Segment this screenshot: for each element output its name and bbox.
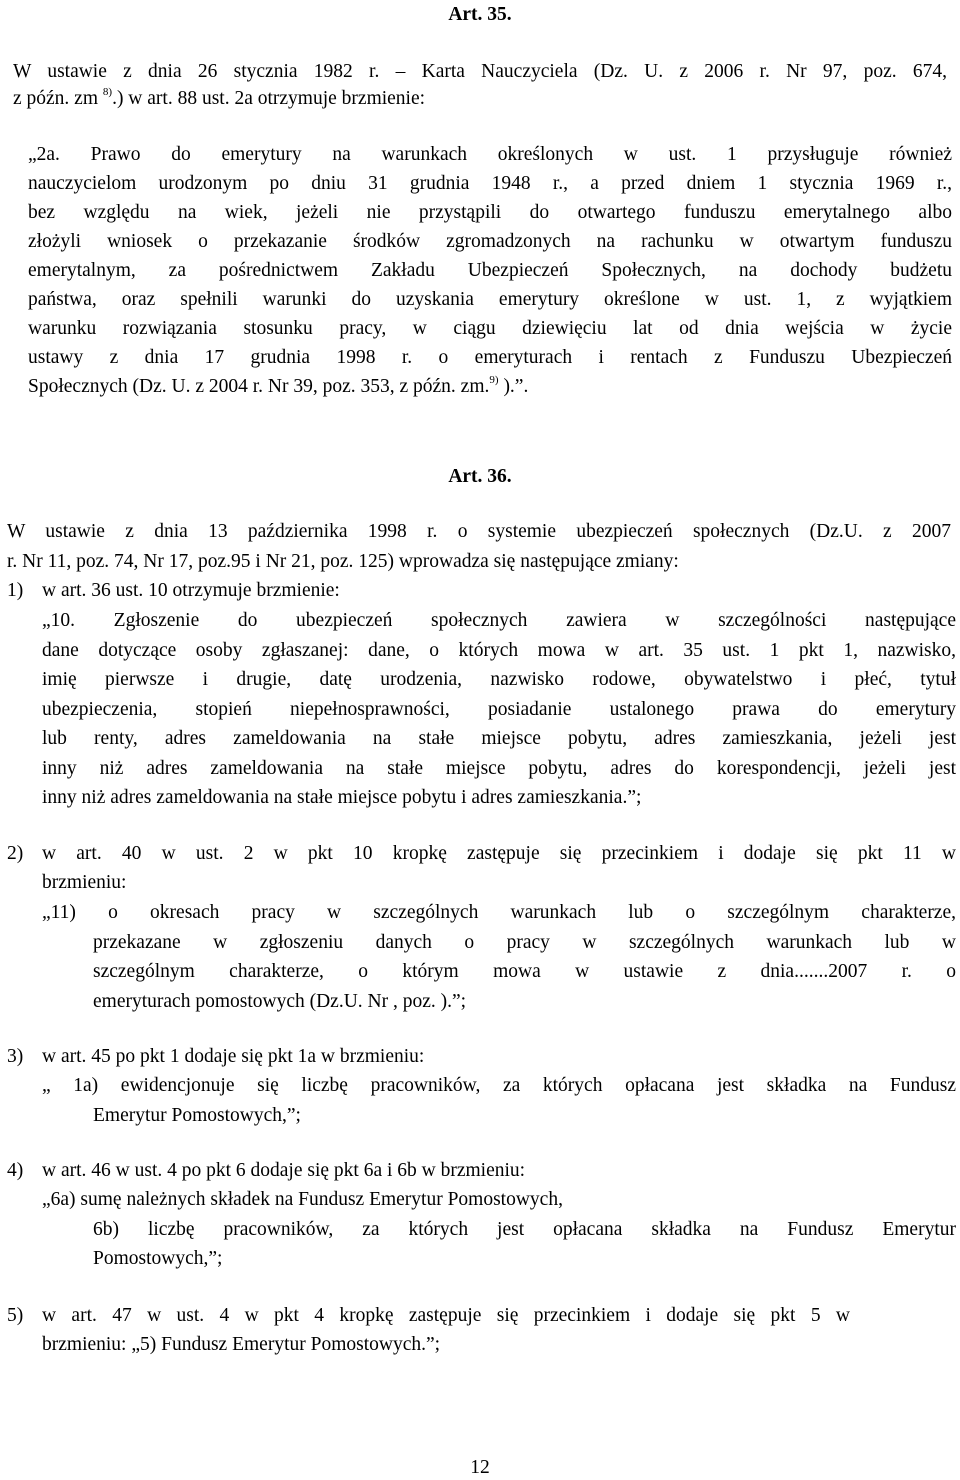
art35-intro-line-1: W ustawie z dnia 26 stycznia 1982 r. – Karta Nauczyciela (Dz. U. z 2006 r. Nr 97, poz. 674, (13, 61, 947, 82)
footnote-ref: 8) (102, 85, 113, 98)
art35-heading: Art. 35. (448, 4, 512, 25)
item-number: 4) (7, 1160, 24, 1181)
page-number: 12 (470, 1457, 490, 1478)
item-text: w art. 45 po pkt 1 dodaje się pkt 1a w brzmieniu: (42, 1046, 425, 1067)
item-text: w art. 40 w ust. 2 w pkt 10 kropkę zastępuje się przecinkiem i dodaje się pkt 11 w (42, 843, 956, 864)
art36-heading: Art. 36. (448, 466, 512, 487)
art35-paragraph: „2a. Prawo do emerytury na warunkach określonych w ust. 1 przysługuje również nauczycielom urodzonym po dniu 31 grudnia 1948 r., a przed dniem 1 stycznia 1969 r., bez względu na wiek, jeżeli nie przystąpili do otwartego funduszu emerytalnego albo złożyli wniosek o przekazanie środków zgromadzonych na rachunku w otwartym funduszu emerytalnym, za pośrednictwem Zakładu Ubezpieczeń Społecznych, na dochody budżetu państwa, oraz spełnili warunki do uzyskania emerytury określone w ust. 1, z wyjątkiem warunku rozwiązania stosunku pracy, w ciągu dziewięciu lat od dnia wejścia w życie ustawy z dnia 17 grudnia 1998 r. o emeryturach i rentach z Funduszu Ubezpieczeń Społecznych (Dz. U. z 2004 r. Nr 39, poz. 353, z późn. zm.$^{9)}$ ).”. (28, 144, 952, 397)
item-text: w art. 47 w ust. 4 w pkt 4 kropkę zastępuje się przecinkiem i dodaje się pkt 5 w (42, 1305, 850, 1326)
item-text: brzmieniu: „5) Fundusz Emerytur Pomostowych.”; (42, 1334, 441, 1355)
item-number: 5) (7, 1305, 24, 1326)
art36-intro-line-1: W ustawie z dnia 13 października 1998 r. o systemie ubezpieczeń społecznych (Dz.U. z 2007 (7, 521, 951, 542)
art35-intro-line-2: z późn. zm $^{8)}$.) w art. 88 ust. 2a otrzymuje brzmienie: (13, 85, 426, 109)
item-2-quote: „11) o okresach pracy w szczególnych warunkach lub o szczególnym charakterze, przekazane w zgłoszeniu danych o pracy w szczególnych warunkach lub w szczególnym charakterze, o którym mowa w ustawie z dnia.......2007 r. o emeryturach pomostowych (Dz.U. Nr , poz. ).”; (42, 902, 956, 1012)
item-text: w art. 46 w ust. 4 po pkt 6 dodaje się pkt 6a i 6b w brzmieniu: (42, 1160, 526, 1181)
item-text: brzmieniu: (42, 872, 127, 893)
item-1-quote: „10. Zgłoszenie do ubezpieczeń społecznych zawiera w szczególności następujące dane dotyczące osoby zgłaszanej: dane, o których mowa w art. 35 ust. 1 pkt 1, nazwisko, imię pierwsze i drugie, datę urodzenia, nazwisko rodowe, obywatelstwo i płeć, tytuł ubezpieczenia, stopień niepełnosprawności, posiadanie ustalonego prawa do emerytury lub renty, adres zameldowania na stałe miejsce pobytu, adres zamieszkania, jeżeli jest inny niż adres zameldowania na stałe miejsce pobytu, adres do korespondencji, jeżeli jest inny niż adres zameldowania na stałe miejsce pobytu i adres zamieszkania.”; (42, 610, 956, 808)
item-4-quote: „6a) sumę należnych składek na Fundusz Emerytur Pomostowych, 6b) liczbę pracowników, za których jest opłacana składka na Fundusz Emerytur Pomostowych,”; (42, 1189, 956, 1269)
item-number: 1) (7, 580, 24, 601)
item-3-quote: „ 1a) ewidencjonuje się liczbę pracowników, za których opłacana jest składka na Fundusz Emerytur Pomostowych,”; (42, 1075, 956, 1126)
footnote-ref: 9) (489, 373, 499, 386)
item-number: 2) (7, 843, 24, 864)
item-number: 3) (7, 1046, 24, 1067)
item-text: w art. 36 ust. 10 otrzymuje brzmienie: (42, 580, 340, 601)
art36-intro-line-2: r. Nr 11, poz. 74, Nr 17, poz.95 i Nr 21, poz. 125) wprowadza się następujące zmiany: (7, 551, 679, 572)
